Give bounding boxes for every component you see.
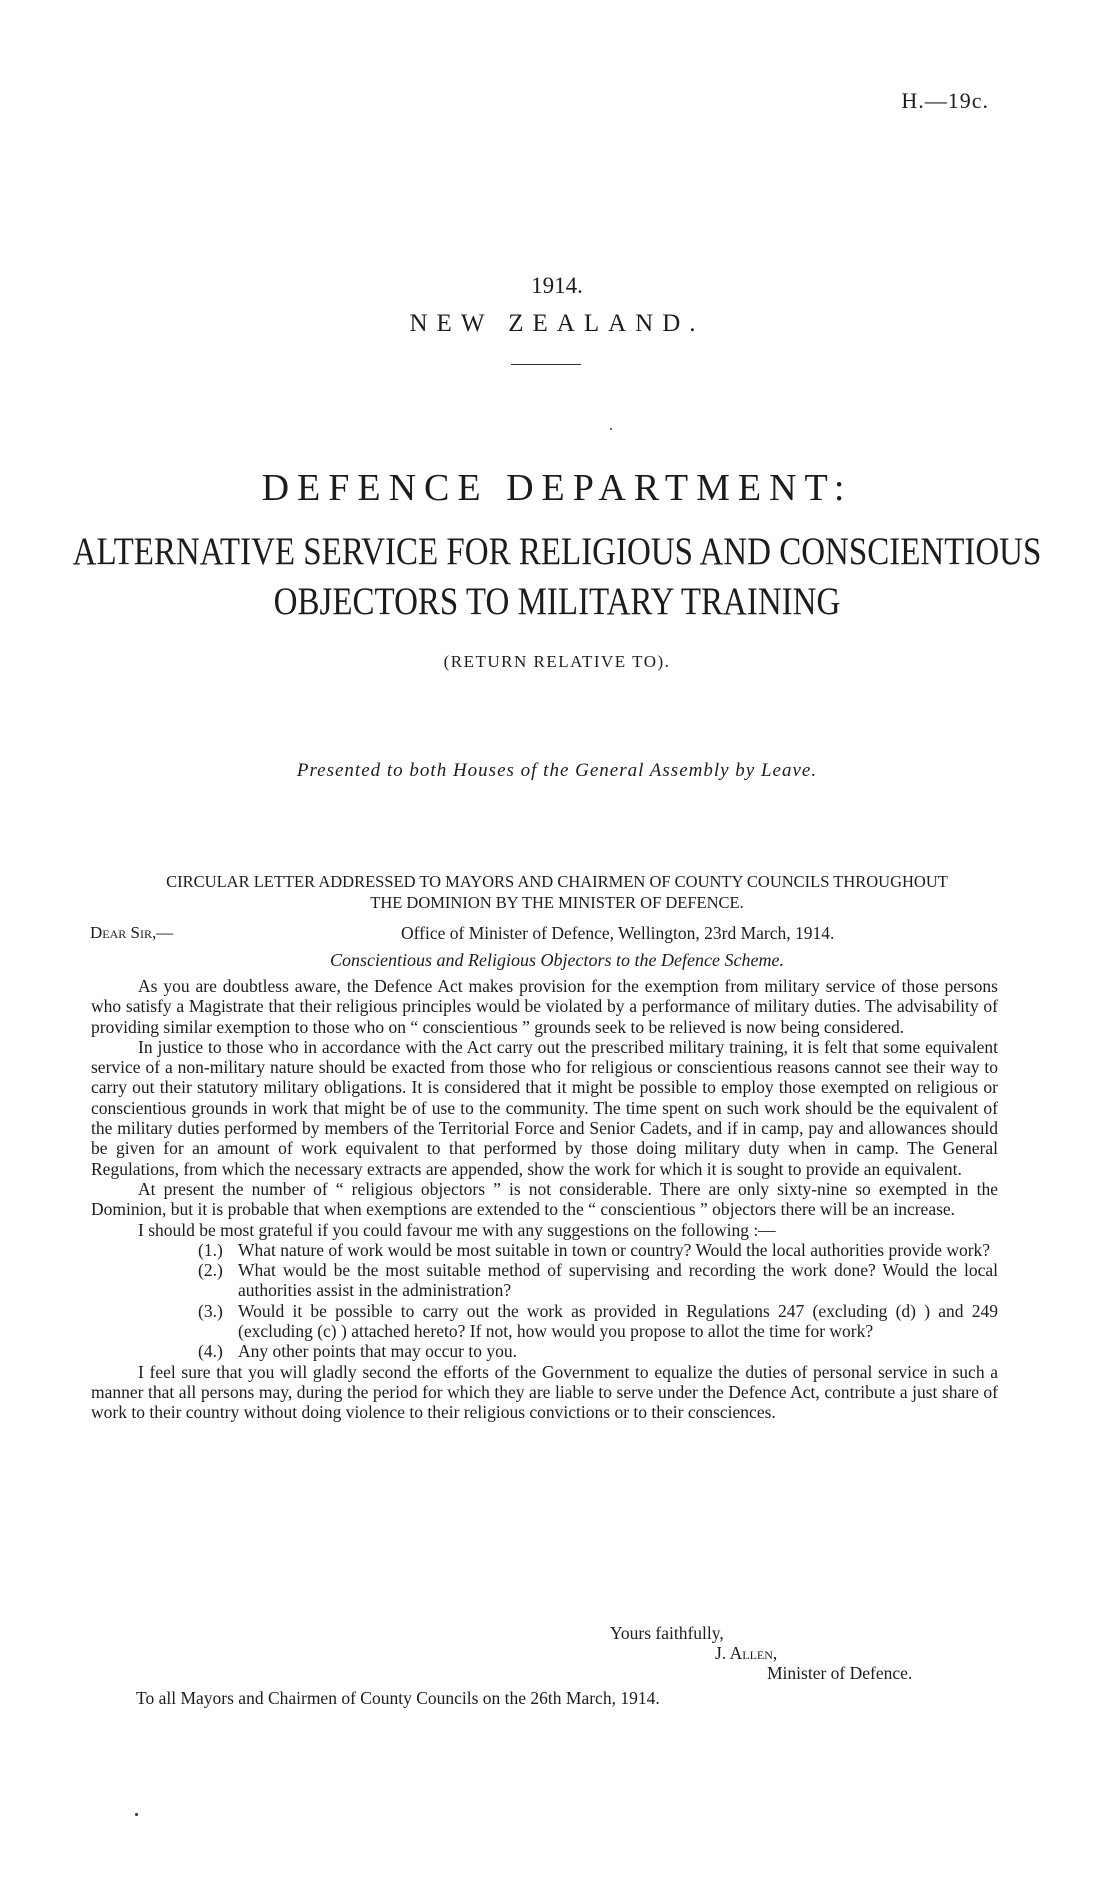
document-reference: H.—19c. <box>901 88 989 113</box>
salutation: Dear Sir,— <box>90 923 174 942</box>
list-item-text: Would it be possible to carry out the work as provided in Regulations 247 (excluding (d) ) and 249 (excluding (c) ) attached hereto? If not, how would you propose to allot the time for work? <box>238 1300 998 1342</box>
paragraph-4: I should be most grateful if you could favour me with any suggestions on the following :— <box>138 1219 776 1240</box>
letter-body <box>91 976 998 1423</box>
closing: Yours faithfully, <box>610 1623 724 1643</box>
letter-subject: Conscientious and Religious Objectors to the Defence Scheme. <box>330 950 784 970</box>
paragraph-1: As you are doubtless aware, the Defence Act makes provision for the exemption from military service of those persons who satisfy a Magistrate that their religious principles would be violated by a performance of military duties. The advisability of providing similar exemption to those who on “ conscientious ” grounds seek to be relieved is now being considered. <box>91 976 998 1037</box>
office-dateline: Office of Minister of Defence, Wellington, 23rd March, 1914. <box>401 923 835 943</box>
department-title: DEFENCE DEPARTMENT: <box>261 467 853 509</box>
signatory-title: Minister of Defence. <box>767 1663 913 1683</box>
list-item-text: What would be the most suitable method of supervising and recording the work done? Would the local authorities assist in the administration? <box>238 1260 998 1301</box>
document-year: 1914. <box>531 273 583 298</box>
report-title-line-2: OBJECTORS TO MILITARY TRAINING <box>273 580 841 624</box>
list-item <box>91 1341 998 1361</box>
list-item-number: (2.) <box>198 1260 223 1281</box>
list-item <box>91 1301 998 1342</box>
report-title-line-1: ALTERNATIVE SERVICE FOR RELIGIOUS AND CONSCIENTIOUS <box>72 530 1042 574</box>
heading-divider <box>511 364 581 365</box>
circular-heading-line-2: THE DOMINION BY THE MINISTER OF DEFENCE. <box>370 893 744 912</box>
list-item-number: (4.) <box>198 1341 223 1362</box>
list-item-number: (1.) <box>198 1239 223 1260</box>
paragraph-3: At present the number of “ religious objectors ” is not considerable. There are only sixty-nine so exempted in the Dominion, but it is probable that when exemptions are extended to the “ conscientious ” objectors there will be an increase. <box>91 1178 998 1220</box>
list-item-text: What nature of work would be most suitable in town or country? Would the local authorities provide work? <box>238 1239 991 1260</box>
presented-line: Presented to both Houses of the General Assembly by Leave. <box>296 760 818 781</box>
list-item <box>91 1260 998 1301</box>
circular-heading-line-1: CIRCULAR LETTER ADDRESSED TO MAYORS AND CHAIRMEN OF COUNTY COUNCILS THROUGHOUT <box>166 872 948 891</box>
list-item-text: Any other points that may occur to you. <box>238 1341 517 1362</box>
paragraph-5: I feel sure that you will gladly second the efforts of the Government to equalize the duties of personal service in such a manner that all persons may, during the period for which they are liable to serve under the Defence Act, contribute a just share of work to their country without doing violence to their religious convictions or to their consciences. <box>91 1361 998 1423</box>
print-speck <box>610 428 612 430</box>
list-item-number: (3.) <box>198 1300 223 1321</box>
return-note: (RETURN RELATIVE TO). <box>443 652 671 671</box>
distribution-line: To all Mayors and Chairmen of County Councils on the 26th March, 1914. <box>136 1688 660 1708</box>
paragraph-2: In justice to those who in accordance with the Act carry out the prescribed military training, it is felt that some equivalent service of a non-military nature should be exacted from those who for religious or conscientious reasons cannot see their way to carry out their statutory military obligations. It is considered that it might be possible to employ those exempted on religious or conscientious grounds in work that might be of use to the community. The time spent on such work should be the equivalent of the military duties performed by members of the Territorial Force and Senior Cadets, and if in camp, pay and allowances should be given for an amount of work equivalent to that performed by those doing military duty when in camp. The General Regulations, from which the necessary extracts are appended, show the work for which it is sought to provide an equivalent. <box>91 1036 998 1179</box>
country-heading: NEW ZEALAND. <box>409 310 705 337</box>
signatory: J. Allen, <box>715 1643 778 1663</box>
print-speck <box>135 1813 138 1816</box>
list-item <box>91 1240 998 1260</box>
